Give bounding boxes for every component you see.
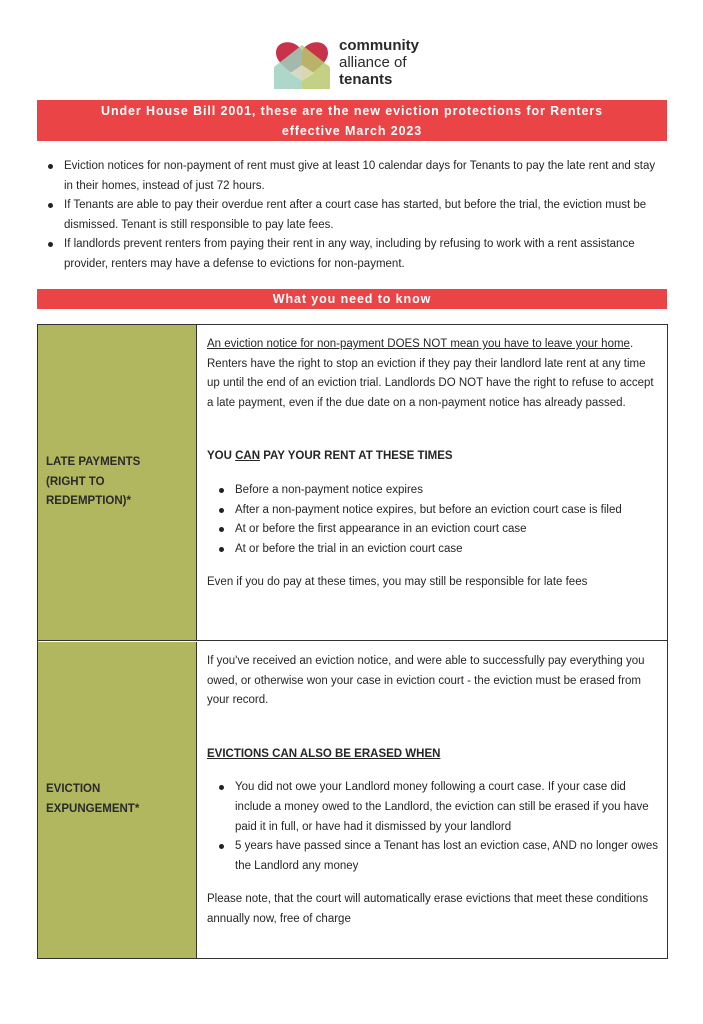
row-label-expungement [38, 642, 197, 958]
info-table [37, 324, 668, 959]
label-line: REDEMPTION)* [46, 495, 131, 508]
label-line: (RIGHT TO [46, 475, 105, 488]
logo-line-3: tenants [339, 71, 393, 88]
table-row-expungement [38, 642, 667, 958]
heading-text: YOU [207, 450, 236, 463]
row-content-late-payments [198, 325, 667, 640]
list-item: 5 years have passed since a Tenant has lost an eviction case, AND no longer owes the Landlord any money [207, 837, 659, 876]
intro-bullet-list [47, 157, 667, 275]
list-item: If landlords prevent renters from paying their rent in any way, including by refusing to work with a rent assistance provider, renters may have a defense to evictions for non-payment. [47, 235, 667, 274]
list-item: Eviction notices for non-payment of rent must give at least 10 calendar days for Tenants to pay the late rent and stay in their homes, instead of just 72 hours. [47, 157, 667, 196]
logo-wordmark [339, 37, 419, 88]
list-item: After a non-payment notice expires, but before an eviction court case is filed [207, 501, 659, 521]
label-line: EVICTION [46, 783, 101, 796]
row-label-late-payments [38, 325, 197, 640]
title-line-1: Under House Bill 2001, these are the new eviction protections for Renters [101, 104, 603, 118]
title-banner [37, 100, 667, 141]
house-heart-logo-icon [272, 37, 332, 89]
late-payments-footer: Even if you do pay at these times, you may still be responsible for late fees [207, 576, 588, 589]
list-item: If Tenants are able to pay their overdue rent after a court case has started, but before the trial, the eviction must be dismissed. Tenant is still responsible to pay late fees. [47, 196, 667, 235]
row-content-expungement [198, 642, 667, 958]
table-row-late-payments [38, 325, 667, 641]
list-item: At or before the trial in an eviction court case [207, 540, 659, 560]
underlined-text: An eviction notice for non-payment DOES NOT mean you have to leave your home [207, 338, 630, 350]
expungement-footer: Please note, that the court will automatically erase evictions that meet these conditions annually now, free of charge [207, 893, 649, 925]
logo-line-1: community [339, 37, 420, 54]
list-item: You did not owe your Landlord money following a court case. If your case did include a money owed to the Landlord, the eviction can still be erased if you have paid it in full, or have had it dismissed by your landlord [207, 778, 659, 837]
list-item: Before a non-payment notice expires [207, 481, 659, 501]
late-payments-paragraph [207, 335, 659, 413]
expungement-paragraph: If you've received an eviction notice, and were able to successfully pay everything you owed, or otherwise won your case in eviction court - the eviction must be erased from your record. [207, 655, 645, 707]
heading-text: PAY YOUR RENT AT THESE TIMES [260, 450, 453, 463]
title-line-2: effective March 2023 [281, 124, 423, 138]
late-payments-heading [207, 447, 659, 467]
expungement-bullet-list [207, 778, 659, 876]
list-item: At or before the first appearance in an eviction court case [207, 520, 659, 540]
late-payments-bullet-list [207, 481, 659, 559]
heading-underlined: CAN [235, 450, 261, 463]
expungement-heading: EVICTIONS CAN ALSO BE ERASED WHEN [207, 747, 441, 760]
label-line: EXPUNGEMENT* [46, 803, 140, 815]
logo [272, 37, 442, 89]
logo-line-2: alliance of [339, 54, 407, 71]
label-line: LATE PAYMENTS [46, 456, 141, 469]
section-title-banner: What you need to know [37, 289, 667, 309]
paragraph-text: . Renters have the right to stop an eviction if they pay their landlord late rent at any time up until the end of an eviction trial. Landlords DO NOT have the right to refuse to accept a late payment, even if the due date on a non-payment notice has already passed. [207, 338, 654, 409]
